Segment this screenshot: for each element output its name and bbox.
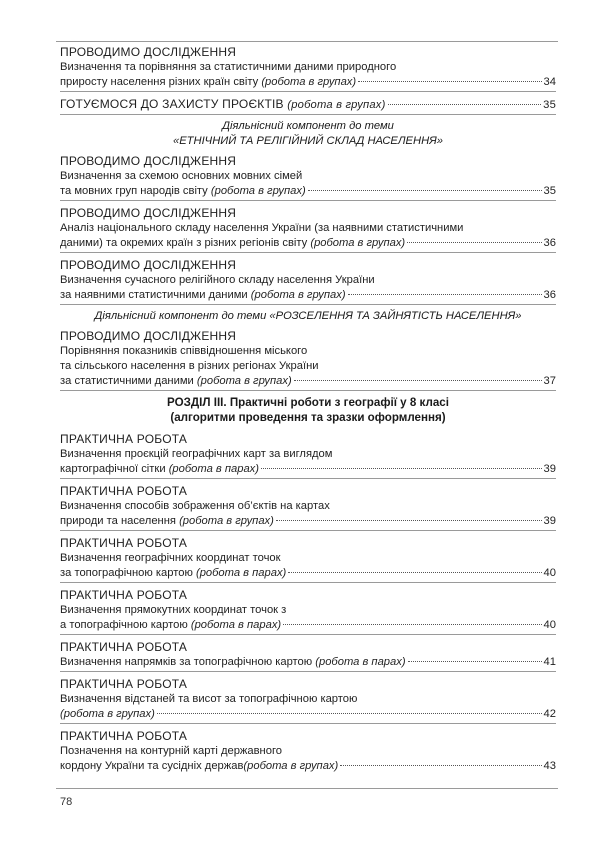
leader-dots — [348, 294, 542, 295]
work-type: (робота в групах) — [243, 760, 339, 772]
entry-text: природи та населення — [60, 515, 176, 527]
leader-dots — [408, 661, 542, 662]
work-type: (робота в парах) — [168, 463, 259, 475]
page-ref[interactable]: 43 — [543, 760, 556, 772]
entry-text: кордону України та сусідніх держав — [60, 760, 244, 772]
toc-entry[interactable] — [60, 205, 556, 253]
entry-heading: ПРАКТИЧНА РОБОТА — [60, 484, 188, 498]
entry-text: даними) та окремих країн з різних регіонів світу — [60, 237, 308, 249]
entry-line: Визначення та порівняння за статистичними даними природного — [60, 61, 397, 73]
page-ref[interactable]: 34 — [543, 76, 556, 88]
entry-heading: ПРАКТИЧНА РОБОТА — [60, 640, 188, 654]
leader-dots — [358, 81, 541, 82]
entry-text: за наявними статистичними даними — [60, 289, 248, 301]
page-ref[interactable]: 42 — [543, 708, 556, 720]
toc-entry[interactable] — [60, 153, 556, 201]
entry-heading: ПРАКТИЧНА РОБОТА — [60, 677, 188, 691]
section-heading — [60, 395, 556, 425]
work-type: (робота в парах) — [195, 567, 287, 579]
entry-line: Порівняння показників співвідношення міського — [60, 345, 308, 357]
leader-dots — [261, 468, 542, 469]
component-heading — [60, 119, 556, 149]
page-number: 78 — [60, 796, 73, 808]
component-line: «ЕТНІЧНИЙ ТА РЕЛІГІЙНИЙ СКЛАД НАСЕЛЕННЯ» — [172, 135, 444, 147]
page-ref[interactable]: 40 — [543, 567, 556, 579]
toc-entry[interactable] — [60, 676, 556, 724]
bottom-rule — [56, 788, 558, 789]
page-ref[interactable]: 37 — [543, 375, 556, 387]
entry-heading: ПРОВОДИМО ДОСЛІДЖЕННЯ — [60, 45, 237, 59]
work-type: (робота в групах) — [250, 289, 346, 301]
component-line: Діяльнісний компонент до теми — [222, 120, 394, 132]
entry-last-line — [60, 759, 556, 774]
leader-dots — [276, 520, 542, 521]
entry-last-line — [60, 707, 556, 724]
toc-entry[interactable] — [60, 483, 556, 531]
entry-line: Визначення проєкцій географічних карт за виглядом — [60, 448, 333, 460]
work-type: (робота в групах) — [310, 237, 406, 249]
entry-heading: ПРАКТИЧНА РОБОТА — [60, 432, 188, 446]
page-ref[interactable]: 39 — [543, 515, 556, 527]
entry-heading: ПРОВОДИМО ДОСЛІДЖЕННЯ — [60, 258, 237, 272]
work-type: (робота в групах) — [261, 76, 357, 88]
page-ref[interactable]: 36 — [543, 289, 556, 301]
entry-heading: ПРАКТИЧНА РОБОТА — [60, 536, 188, 550]
entry-line: Визначення способів зображення об’єктів на картах — [60, 500, 330, 512]
toc-entry[interactable] — [60, 431, 556, 479]
work-type: (робота в парах) — [190, 619, 282, 631]
entry-last-line — [60, 96, 556, 115]
entry-line: Визначення відстаней та висот за топографічною картою — [60, 693, 358, 705]
leader-dots — [288, 572, 541, 573]
leader-dots — [283, 624, 541, 625]
toc-entry[interactable] — [60, 587, 556, 635]
entry-last-line — [60, 618, 556, 635]
work-type: (робота в групах) — [287, 99, 386, 111]
entry-line: Визначення прямокутних координат точок з — [60, 604, 287, 616]
page-ref[interactable]: 39 — [543, 463, 556, 475]
toc-entry[interactable] — [60, 44, 556, 92]
entry-last-line — [60, 288, 556, 305]
entry-last-line — [60, 462, 556, 479]
entry-heading: ПРОВОДИМО ДОСЛІДЖЕННЯ — [60, 206, 237, 220]
entry-line: Аналіз національного складу населення України (за наявними статистичними — [60, 222, 464, 234]
page-ref[interactable]: 41 — [543, 656, 556, 668]
entry-text: та мовних груп народів світу — [60, 185, 208, 197]
entry-line: Позначення на контурній карті державного — [60, 745, 283, 757]
entry-last-line — [60, 566, 556, 583]
entry-text: за статистичними даними — [60, 375, 194, 387]
table-of-contents — [60, 44, 556, 778]
leader-dots — [340, 765, 541, 766]
component-heading: Діяльнісний компонент до теми «РОЗСЕЛЕННЯ ТА ЗАЙНЯТІСТЬ НАСЕЛЕННЯ» — [94, 310, 522, 322]
entry-text: а топографічною картою — [60, 619, 188, 631]
entry-last-line — [60, 184, 556, 201]
entry-line: та сільського населення в різних регіонах України — [60, 360, 319, 372]
leader-dots — [407, 242, 541, 243]
page-ref[interactable]: 35 — [543, 185, 556, 197]
entry-last-line — [60, 655, 556, 672]
entry-last-line — [60, 514, 556, 531]
work-type: (робота в групах) — [60, 708, 155, 720]
leader-dots — [157, 713, 542, 714]
section-subtitle: (алгоритми проведення та зразки оформлення) — [170, 411, 446, 424]
page-ref[interactable]: 36 — [543, 237, 556, 249]
toc-entry[interactable] — [60, 257, 556, 305]
leader-dots — [294, 380, 542, 381]
entry-heading: ГОТУЄМОСЯ ДО ЗАХИСТУ ПРОЄКТІВ — [60, 97, 284, 111]
work-type: (робота в парах) — [315, 656, 406, 668]
entry-line: Визначення за схемою основних мовних сімей — [60, 170, 303, 182]
entry-last-line — [60, 374, 556, 391]
work-type: (робота в групах) — [210, 185, 306, 197]
toc-entry[interactable] — [60, 328, 556, 391]
entry-line: Визначення географічних координат точок — [60, 552, 281, 564]
entry-heading: ПРОВОДИМО ДОСЛІДЖЕННЯ — [60, 154, 237, 168]
entry-last-line — [60, 236, 556, 253]
entry-last-line — [60, 75, 556, 92]
toc-entry[interactable] — [60, 639, 556, 672]
page-ref[interactable]: 35 — [543, 99, 556, 111]
toc-entry[interactable] — [60, 535, 556, 583]
work-type: (робота в групах) — [196, 375, 292, 387]
leader-dots — [388, 104, 542, 105]
page-ref[interactable]: 40 — [543, 619, 556, 631]
entry-heading: ПРАКТИЧНА РОБОТА — [60, 729, 188, 743]
entry-text: за топографічною картою — [60, 567, 193, 579]
entry-text: Визначення напрямків за топографічною картою — [60, 656, 313, 668]
entry-heading: ПРАКТИЧНА РОБОТА — [60, 588, 188, 602]
entry-text: приросту населення різних країн світу — [60, 76, 259, 88]
entry-heading: ПРОВОДИМО ДОСЛІДЖЕННЯ — [60, 329, 237, 343]
leader-dots — [308, 190, 542, 191]
entry-text: картографічної сітки — [60, 463, 166, 475]
top-rule — [56, 41, 558, 42]
entry-line: Визначення сучасного релігійного складу населення України — [60, 274, 375, 286]
toc-entry[interactable] — [60, 96, 556, 115]
work-type: (робота в групах) — [179, 515, 274, 527]
toc-entry[interactable] — [60, 728, 556, 774]
section-title: РОЗДІЛ ІІІ. Практичні роботи з географії у 8 класі — [167, 396, 449, 409]
